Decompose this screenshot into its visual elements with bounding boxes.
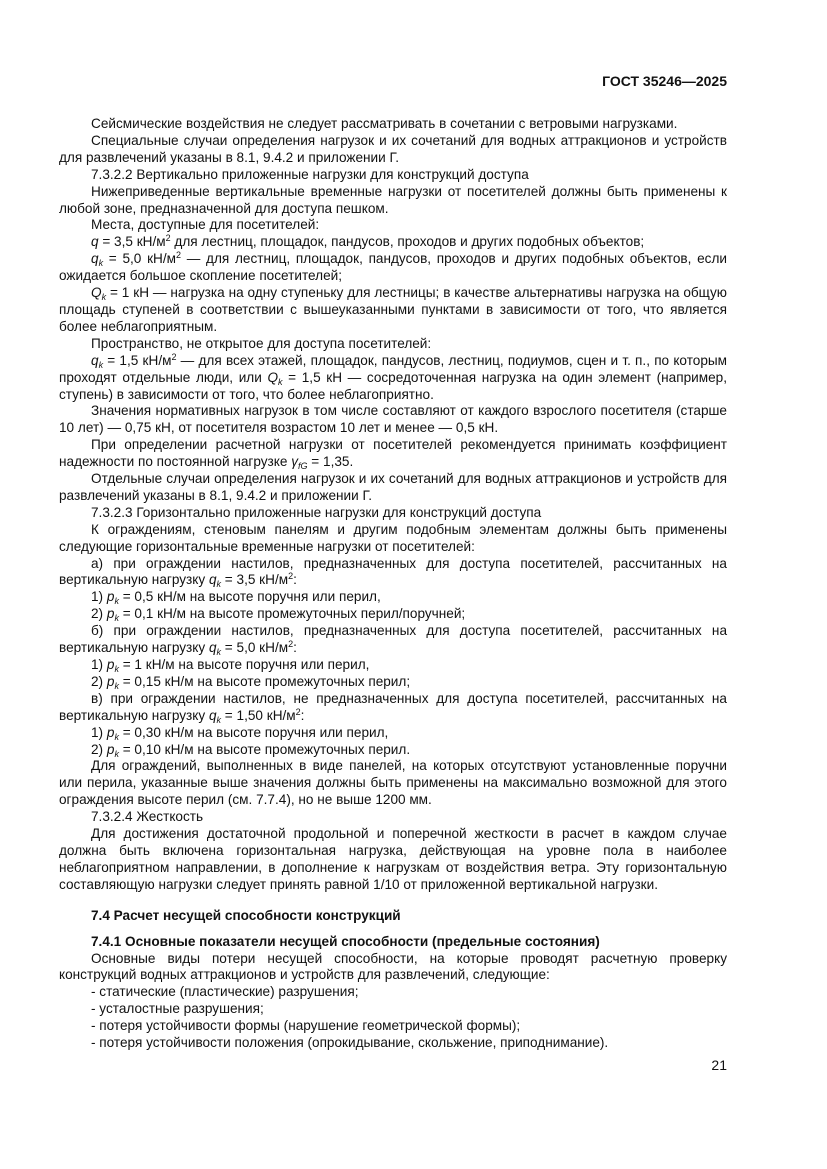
paragraph: Нижеприведенные вертикальные временные нагрузки от посетителей должны быть применены к любой зоне, предназначенной для доступа пешком. (59, 183, 727, 216)
formula-paragraph: $q_k = 1,5$ $кН/м^2$ — для всех этажей, площадок, пандусов, лестниц, подиумов, сцен и т. п., по которым проходят отдельные люди, или $Q_k = 1,5$ кН — сосредоточенная нагрузка на один элемент (например, ступень) в зависимости от того, что более неблагоприятно. (59, 351, 728, 402)
paragraph: Для достижения достаточной продольной и поперечной жесткости в расчет в каждом случае должна быть включена горизонтальная нагрузка, действующая на уровне пола в наиболее неблагоприятном направлении, в дополнение к нагрузкам от воздействия ветра. Эту горизонтальную составляющую нагрузки следует принять равной 1/10 от приложенной вертикальной нагрузки. (59, 826, 727, 892)
paragraph: Значения нормативных нагрузок в том числе составляют от каждого взрослого посетителя (старше 10 лет) — 0,75 кН, от посетителя возрастом 10 лет и менее — 0,5 кН. (59, 403, 727, 436)
paragraph: К ограждениям, стеновым панелям и другим подобным элементам должны быть применены следующие горизонтальные временные нагрузки от посетителей: (59, 521, 727, 554)
list-item: 1) $p_k = 0,30$ кН/м на высоте поручня или перил, (91, 724, 389, 742)
list-item: а) при ограждении настилов, предназначенных для доступа посетителей, рассчитанных на вертикальную нагрузку $q_k = 3,5$ $кН/м^2$: (59, 555, 727, 590)
subsection-heading: 7.3.2.3 Горизонтально приложенные нагрузки для конструкций доступа (91, 504, 542, 520)
paragraph: Сейсмические воздействия не следует рассматривать в сочетании с ветровыми нагрузками. (91, 116, 678, 131)
subsection-heading: 7.3.2.2 Вертикально приложенные нагрузки для конструкций доступа (91, 166, 529, 182)
document-body (59, 116, 727, 1052)
paragraph: Основные виды потери несущей способности, на которые проводят расчетную проверку конструкций водных аттракционов и устройств для развлечений, следующие: (59, 950, 727, 983)
formula-paragraph: $q_k = 5,0$ $кН/м^2$ — для лестниц, площадок, пандусов, проходов и других подобных объектов, если ожидается большое скопление посетителей; (59, 250, 727, 284)
paragraph: Места, доступные для посетителей: (91, 217, 320, 233)
list-item: 2) $p_k = 0,15$ кН/м на высоте промежуточных перил; (91, 673, 411, 691)
formula-paragraph: q = 3,5 $кН/м^2$ для лестниц, площадок, пандусов, проходов и других подобных объектов; (91, 233, 645, 250)
list-item: б) при ограждении настилов, предназначенных для доступа посетителей, рассчитанных на вертикальную нагрузку $q_k = 5,0$ $кН/м^2$: (59, 623, 727, 658)
paragraph: Отдельные случаи определения нагрузок и их сочетаний для водных аттракционов и устройств для развлечений указаны в 8.1, 9.4.2 и приложении Г. (59, 471, 727, 503)
paragraph: Пространство, не открытое для доступа посетителей: (91, 335, 432, 351)
list-item: - статические (пластические) разрушения; (91, 984, 359, 1000)
section-title: 7.4 Расчет несущей способности конструкций (91, 907, 401, 923)
list-item: 2) $p_k = 0,1$ кН/м на высоте промежуточных перил/поручней; (91, 606, 466, 624)
list-item: 1) $p_k = 0,5$ кН/м на высоте поручня или перил, (91, 589, 381, 607)
formula-paragraph: При определении расчетной нагрузки от посетителей рекомендуется принимать коэффициент надежности по постоянной нагрузке $\gamma_{fG} = 1,35$. (59, 437, 727, 472)
subsection-heading: 7.3.2.4 Жесткость (91, 809, 204, 825)
paragraph: Специальные случаи определения нагрузок и их сочетаний для водных аттракционов и устройств для развлечений указаны в 8.1, 9.4.2 и приложении Г. (59, 132, 727, 165)
list-item: - усталостные разрушения; (91, 1001, 264, 1017)
list-item: 2) $p_k = 0,10$ кН/м на высоте промежуточных перил. (91, 741, 411, 759)
list-item: - потеря устойчивости положения (опрокидывание, скольжение, приподнимание). (91, 1035, 609, 1051)
subsection-title: 7.4.1 Основные показатели несущей способности (предельные состояния) (91, 933, 600, 949)
list-item: - потеря устойчивости формы (нарушение геометрической формы); (91, 1018, 521, 1034)
paragraph: Для ограждений, выполненных в виде панелей, на которых отсутствуют установленные поручни или перила, указанные выше значения должны быть применены на максимально возможной для этого ограждения высоте перил (см. 7.7.4), но не выше 1200 мм. (59, 758, 727, 808)
list-item: в) при ограждении настилов, не предназначенных для доступа посетителей, рассчитанных на вертикальную нагрузку $q_k = 1,50$ $кН/м^2$: (59, 690, 727, 725)
list-item: 1) $p_k = 1$ кН/м на высоте поручня или перил, (91, 657, 370, 674)
page-number: 21 (711, 1057, 727, 1073)
formula-paragraph: $Q_k = 1$ кН — нагрузка на одну ступеньку для лестницы; в качестве альтернативы нагрузка на общую площадь ступеней в соответствии с вышеуказанными пунктами в зависимости от того, что является более неблагоприятным. (59, 285, 727, 334)
standard-header: ГОСТ 35246—2025 (602, 73, 727, 89)
